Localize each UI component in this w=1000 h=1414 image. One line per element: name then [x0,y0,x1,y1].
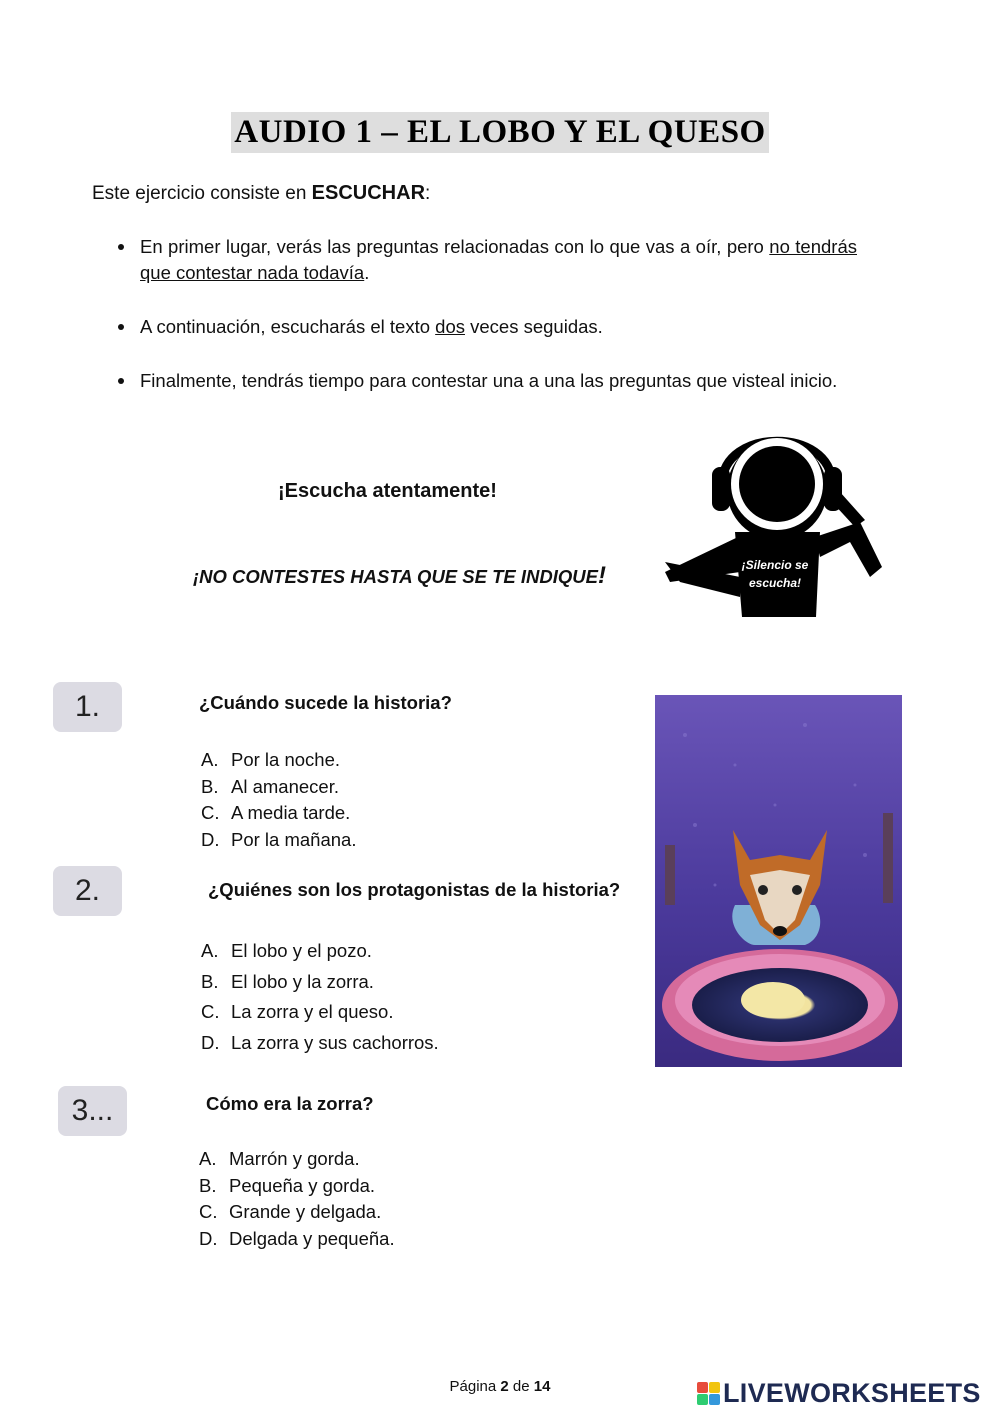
option-item[interactable] [201,747,356,774]
liveworksheets-brand[interactable] [697,1378,981,1409]
option-text: Marrón y gorda. [229,1148,360,1169]
page-title: AUDIO 1 – EL LOBO Y EL QUESO [231,112,768,153]
instruction-text: Finalmente, tendrás tiempo para contestar una a una las preguntas que visteal inicio. [140,370,838,391]
option-item[interactable] [201,774,356,801]
instruction-underlined: no tendrás que contestar nada todavía [140,236,857,283]
option-text: La zorra y sus cachorros. [231,1031,439,1053]
brand-name: LIVEWORKSHEETS [723,1378,981,1408]
instruction-end: veces seguidas. [464,316,603,337]
option-letter: B. [201,970,219,992]
option-item[interactable] [201,800,356,827]
option-item[interactable] [199,1146,395,1173]
instruction-end: . [364,262,370,283]
question-title: Cómo era la zorra? [206,1093,374,1114]
question-title: ¿Cuándo sucede la historia? [199,692,452,713]
option-text: Delgada y pequeña. [229,1227,395,1249]
option-text: Pequeña y gorda. [229,1174,376,1196]
option-letter: A. [201,940,219,961]
liveworksheets-logo-icon [697,1382,720,1405]
instruction-item [115,234,857,286]
instruction-item [115,368,857,394]
figure-line2: escucha! [748,576,802,590]
instruction-text: En primer lugar, verás las preguntas relacionadas con lo que vas a oír, pero [140,236,770,257]
option-letter: C. [201,1001,220,1022]
options-list [201,747,356,853]
options-list [201,936,439,1058]
fox-well-illustration [655,695,902,1067]
option-item[interactable] [201,967,439,998]
headphones-person-icon [660,432,890,622]
question-number-badge: 1. [53,682,122,732]
intro-bold: ESCUCHAR [311,182,426,204]
option-text: Por la mañana. [231,828,357,850]
footer-total: 14 [533,1378,551,1395]
option-item[interactable] [201,1028,439,1059]
no-contest-bang: ! [597,562,606,589]
option-letter: A. [199,1148,217,1169]
option-letter: B. [199,1174,217,1196]
option-item[interactable] [199,1199,395,1226]
option-item[interactable] [201,936,439,967]
option-letter: D. [201,828,220,850]
option-text: El lobo y la zorra. [231,970,374,992]
option-text: El lobo y el pozo. [231,940,372,961]
option-letter: C. [199,1201,218,1222]
option-text: A media tarde. [231,802,351,823]
option-text: La zorra y el queso. [231,1001,394,1022]
option-letter: A. [201,749,219,770]
footer-page: 2 [500,1378,509,1395]
question-number-badge: 2. [53,866,122,916]
instruction-item [115,314,857,340]
option-letter: D. [199,1227,218,1249]
instructions-list [115,234,857,422]
footer-middle: de [508,1378,534,1395]
intro-text [92,182,430,205]
option-letter: B. [201,775,219,797]
option-item[interactable] [201,997,439,1028]
option-item[interactable] [201,827,356,854]
no-contest-text: ¡NO CONTESTES HASTA QUE SE TE INDIQUE [193,566,598,587]
footer-prefix: Página [449,1378,501,1395]
question-title: ¿Quiénes son los protagonistas de la historia? [208,879,621,900]
instruction-text: A continuación, escucharás el texto [140,316,436,337]
option-letter: D. [201,1031,220,1053]
option-text: Grande y delgada. [229,1201,382,1222]
intro-prefix: Este ejercicio consiste en [92,183,312,204]
option-text: Por la noche. [231,749,341,770]
page-title-wrap [0,112,1000,153]
listen-heading: ¡Escucha atentamente! [278,480,497,502]
figure-line1: ¡Silencio se [741,558,809,572]
option-item[interactable] [199,1226,395,1253]
options-list [199,1146,395,1252]
instruction-underlined: dos [435,316,465,337]
no-contest-note [193,562,606,590]
intro-suffix: : [425,183,431,204]
option-letter: C. [201,802,220,823]
question-number-badge: 3... [58,1086,127,1136]
option-text: Al amanecer. [231,775,339,797]
option-item[interactable] [199,1173,395,1200]
